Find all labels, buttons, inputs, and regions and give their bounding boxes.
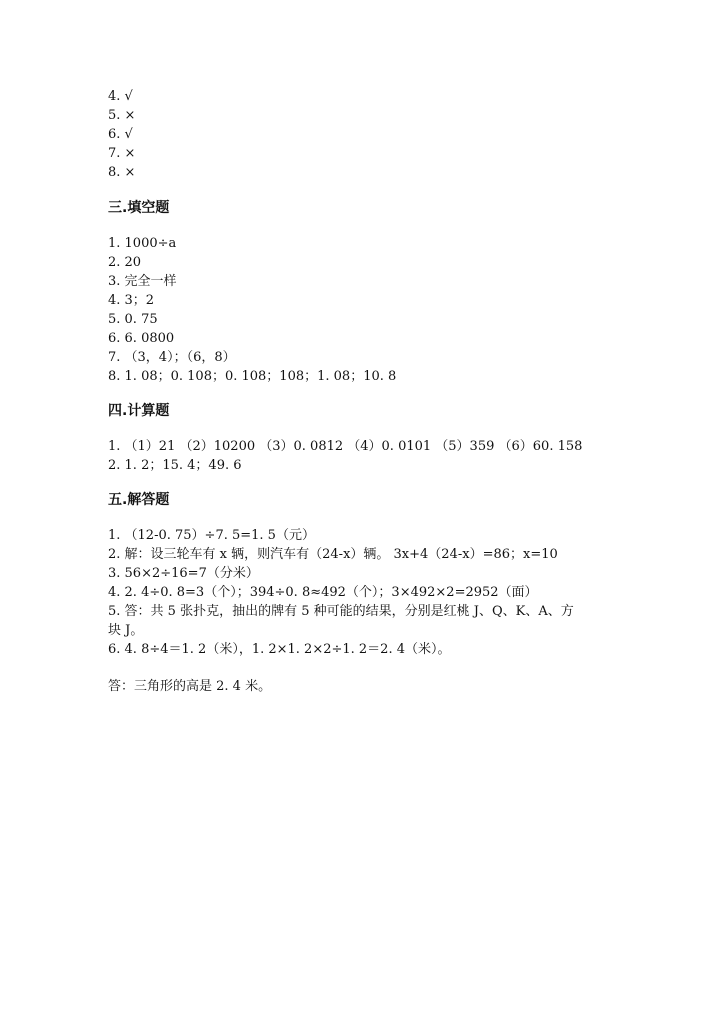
judge-answer-5: 5. × (108, 108, 136, 123)
fill-answer-6: 6. 6. 0800 (108, 331, 175, 346)
calc-answer-2: 2. 1. 2；15. 4；49. 6 (108, 458, 242, 473)
fill-answer-5: 5. 0. 75 (108, 312, 158, 327)
fill-section-heading: 三.填空题 (108, 200, 170, 216)
solve-answer-1: 1. （12-0. 75）÷7. 5=1. 5（元） (108, 528, 315, 543)
fill-answer-7: 7. （3，4）；（6，8） (108, 350, 236, 365)
solve-answer-3: 3. 56×2÷16=7（分米） (108, 566, 259, 581)
calc-section-heading: 四.计算题 (108, 403, 170, 419)
solve-answer-6: 6. 4. 8÷4＝1. 2（米），1. 2×1. 2×2÷1. 2＝2. 4（米）。 (108, 642, 451, 657)
fill-answer-2: 2. 20 (108, 255, 142, 270)
fill-answer-8: 8. 1. 08；0. 108；0. 108；108；1. 08；10. 8 (108, 369, 397, 384)
fill-answer-3: 3. 完全一样 (108, 274, 177, 289)
judge-answer-8: 8. × (108, 165, 136, 180)
solve-answer-4: 4. 2. 4÷0. 8=3（个）；394÷0. 8≈492（个）；3×492×2=2952（面） (108, 585, 538, 600)
calc-answer-1: 1. （1）21 （2）10200 （3）0. 0812 （4）0. 0101 （5）359 （6）60. 158 (108, 439, 583, 454)
solve-answer-2: 2. 解：设三轮车有 x 辆，则汽车有（24-x）辆。 3x+4（24-x）=86；x=10 (108, 547, 558, 562)
final-answer-sentence: 答：三角形的高是 2. 4 米。 (108, 679, 272, 694)
fill-answer-4: 4. 3；2 (108, 293, 155, 308)
solve-section-heading: 五.解答题 (108, 492, 170, 508)
judge-answer-4: 4. √ (108, 89, 133, 104)
fill-answer-1: 1. 1000÷a (108, 236, 177, 251)
judge-answer-7: 7. × (108, 146, 136, 161)
solve-answer-5: 5. 答：共 5 张扑克，抽出的牌有 5 种可能的结果，分别是红桃 J、Q、K、A、方 (108, 604, 574, 619)
judge-answer-6: 6. √ (108, 127, 133, 142)
solve-answer-5-cont: 块 J。 (108, 623, 144, 638)
